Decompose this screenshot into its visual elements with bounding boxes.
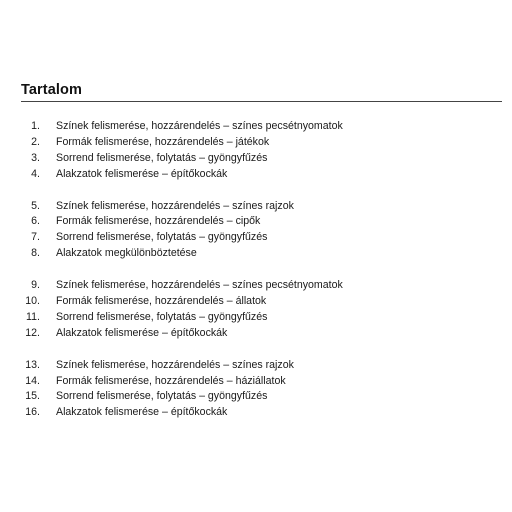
- toc-item-number: 6.: [31, 215, 40, 228]
- toc-item: [0, 326, 512, 342]
- toc-item: [0, 389, 512, 405]
- toc-item-number: 5.: [31, 199, 40, 212]
- toc-item-number: 15.: [25, 390, 40, 403]
- toc-item-title: Formák felismerése, hozzárendelés – cipők: [56, 215, 261, 228]
- page-title: Tartalom: [21, 82, 82, 98]
- toc-item-title: Színek felismerése, hozzárendelés – színes rajzok: [56, 358, 294, 371]
- toc-item-title: Formák felismerése, hozzárendelés – háziállatok: [56, 374, 286, 387]
- toc-item: [0, 214, 512, 230]
- toc-item-number: 2.: [31, 135, 40, 148]
- toc-item-number: 12.: [25, 326, 40, 339]
- toc-item: [0, 310, 512, 326]
- toc-item-title: Alakzatok megkülönböztetése: [56, 247, 197, 260]
- toc-item-title: Alakzatok felismerése – építőkockák: [56, 406, 228, 419]
- toc-item-title: Sorrend felismerése, folytatás – gyöngyfűzés: [56, 151, 268, 164]
- toc-item-title: Formák felismerése, hozzárendelés – játékok: [56, 135, 270, 148]
- toc-item-title: Sorrend felismerése, folytatás – gyöngyfűzés: [56, 310, 268, 323]
- toc-item: [0, 246, 512, 262]
- toc-item: [0, 374, 512, 390]
- toc-item-number: 10.: [25, 295, 40, 308]
- toc-item: [0, 294, 512, 310]
- toc-item-number: 9.: [31, 279, 40, 292]
- toc-item-title: Színek felismerése, hozzárendelés – színes pecsétnyomatok: [56, 120, 343, 132]
- toc-item: [0, 151, 512, 167]
- toc-item-title: Színek felismerése, hozzárendelés – színes rajzok: [56, 199, 294, 212]
- toc-item: [0, 358, 512, 374]
- toc-item-number: 1.: [31, 120, 40, 132]
- toc-item-number: 4.: [31, 167, 40, 180]
- toc-item-title: Sorrend felismerése, folytatás – gyöngyfűzés: [56, 390, 268, 403]
- toc-item: [0, 167, 512, 183]
- toc-item: [0, 230, 512, 246]
- title-divider: [21, 101, 502, 102]
- toc-item-number: 3.: [31, 151, 40, 164]
- toc-item-number: 14.: [25, 374, 40, 387]
- toc-item-number: 11.: [26, 310, 40, 323]
- toc-item: [0, 135, 512, 151]
- toc-item-title: Sorrend felismerése, folytatás – gyöngyfűzés: [56, 231, 268, 244]
- toc-item: [0, 199, 512, 215]
- toc-item: [0, 405, 512, 421]
- toc-item: [0, 278, 512, 294]
- toc-item-number: 7.: [31, 231, 40, 244]
- toc-item-title: Színek felismerése, hozzárendelés – színes pecsétnyomatok: [56, 279, 343, 292]
- toc-item-number: 8.: [31, 247, 40, 260]
- toc-item-title: Alakzatok felismerése – építőkockák: [56, 167, 228, 180]
- toc-item-number: 13.: [25, 358, 40, 371]
- toc-item-title: Alakzatok felismerése – építőkockák: [56, 326, 228, 339]
- table-of-contents: [0, 119, 512, 421]
- toc-item-title: Formák felismerése, hozzárendelés – állatok: [56, 295, 267, 308]
- toc-item: [0, 119, 512, 135]
- toc-item-number: 16.: [25, 406, 40, 419]
